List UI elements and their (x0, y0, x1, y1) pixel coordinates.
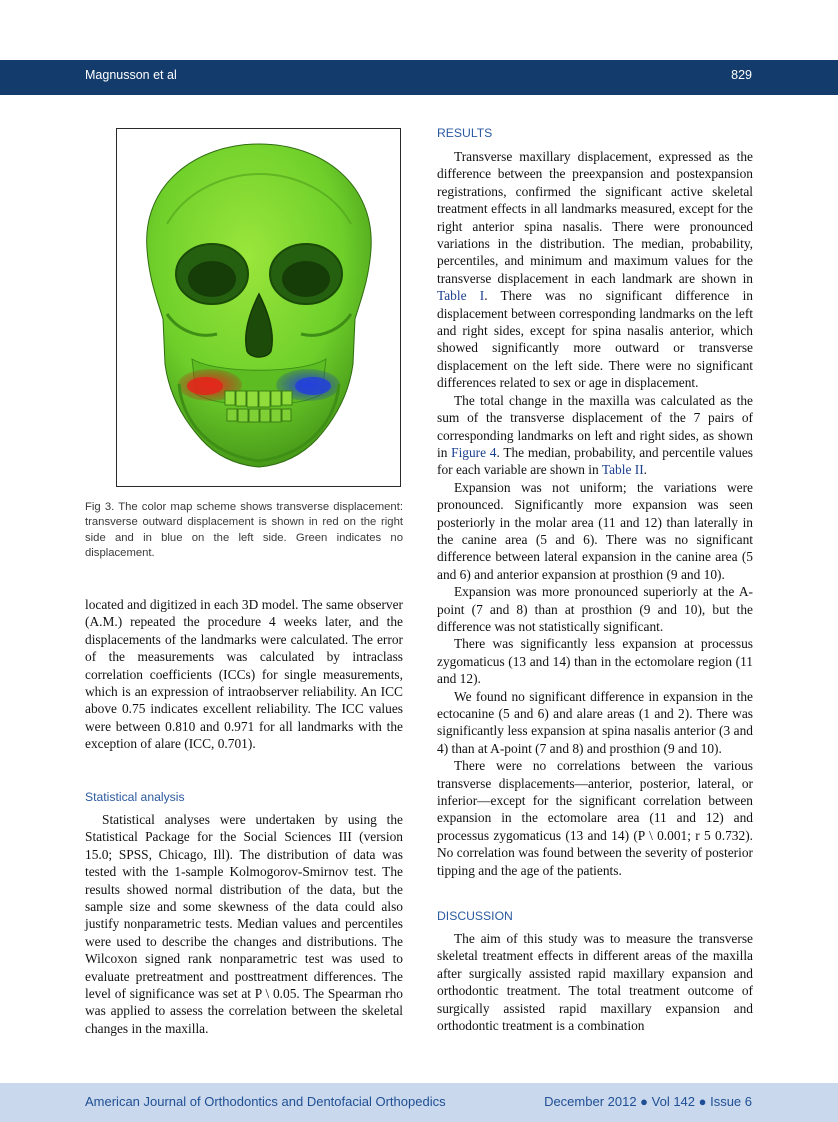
figure-4-link[interactable]: Figure 4 (451, 444, 497, 460)
results-paragraph-3: Expansion was not uniform; the variations were pronounced. Significantly more expansion was seen posteriorly in the molar area (11 and 12) than laterally in the canine area (5 and 6). There was no significant difference between lateral expansion in the canine area (5 and 6) and anterior expansion at prosthion (9 and 10). (437, 479, 753, 582)
results-paragraph-1: Transverse maxillary displacement, expressed as the difference between the preexpansion and postexpansion registrations, confirmed the significant active skeletal treatment effects in all landmarks measured, except for the right anterior spina nasalis. There were pronounced variations in the distribution. The median, probability, percentiles, and minimum and maximum values for the transverse displacement in each landmark are shown in Table I. There was no significant difference in displacement between corresponding landmarks on the left and right sides, except for spina nasalis anterior, which showed significantly more outward or transverse displacement on the left side. There were no significant differences related to sex or age in displacement. (437, 149, 753, 391)
statistical-analysis-heading: Statistical analysis (85, 790, 185, 804)
running-header-authors: Magnusson et al (85, 68, 177, 82)
discussion-text (437, 930, 753, 1034)
page-number: 829 (731, 68, 752, 82)
results-text (437, 148, 753, 879)
results-paragraph-6: We found no significant difference in expansion in the ectocanine (5 and 6) and alare areas (1 and 2). There was significantly less expansion at spina nasalis anterior (3 and 4) than at A-point (7 and 8) and prosthion (9 and 10). (437, 688, 753, 756)
table-2-link[interactable]: Table II (601, 462, 644, 478)
statistical-analysis-paragraph: Statistical analyses were undertaken by using the Statistical Package for the Social Sciences III (version 15.0; SPSS, Chicago, Ill). The distribution of data was tested with the 1-sample Kolmogorov-Smirnov test. The results showed normal distribution of the data, but the sample size and some skewness of the data could also justify nonparametric tests. Median values and percentiles were used to describe the changes and distributions. The Wilcoxon signed rank nonparametric test was used to evaluate pretreatment and posttreatment differences. The level of significance was set at P \ 0.05. The Spearman rho was applied to assess the correlation between the skeletal changes in the maxilla. (85, 812, 403, 1036)
running-header (0, 60, 838, 95)
results-paragraph-7: There were no correlations between the various transverse displacements—anterior, posterior, lateral, or inferior—except for the significant correlation between expansion in the ectomolare area (11 and 12) and processus zygomaticus (13 and 14) (P \ 0.001; r 5 0.732). No correlation was found between the severity of posterior tipping and the age of the patients. (437, 758, 753, 878)
statistical-analysis-text (85, 811, 403, 1037)
left-column-text (85, 596, 403, 753)
figure-3-caption: Fig 3. The color map scheme shows transverse displacement: transverse outward displacement is shown in red on the right side and in blue on the left side. Green indicates no displacement. (85, 501, 403, 560)
discussion-heading: DISCUSSION (437, 909, 513, 923)
lower-teeth (227, 409, 291, 422)
results-paragraph-4: Expansion was more pronounced superiorly at the A-point (7 and 8) than at prosthion (9 and 10), but the difference was not statistically significant. (437, 584, 753, 634)
figure-3-skull-color-map (116, 128, 401, 487)
skull-3d-image (117, 129, 400, 486)
journal-name: American Journal of Orthodontics and Dentofacial Orthopedics (85, 1094, 446, 1109)
results-heading: RESULTS (437, 126, 493, 140)
issue-info: December 2012 ● Vol 142 ● Issue 6 (544, 1094, 752, 1109)
table-1-link[interactable]: Table I (437, 288, 485, 304)
running-footer (0, 1083, 838, 1122)
discussion-paragraph-1: The aim of this study was to measure the transverse skeletal treatment effects in different areas of the maxilla after surgically assisted rapid maxillary expansion and orthodontic treatment. The total treatment outcome of surgically assisted rapid maxillary expansion and orthodontic treatment is a combination (437, 931, 753, 1034)
results-paragraph-2: The total change in the maxilla was calculated as the sum of the transverse displacement of the 7 pairs of corresponding landmarks on left and right sides, as shown in Figure 4. The median, probability, and percentile values for each variable are shown in Table II. (437, 392, 753, 478)
methods-paragraph-continued: located and digitized in each 3D model. The same observer (A.M.) repeated the procedure 4 weeks later, and the displacements of the landmarks were calculated. The error of the measurements was calculated by intraclass correlation coefficients (ICCs) for single measurements, which is an expression of intraobserver reliability. An ICC above 0.75 indicates excellent reliability. The ICC values were between 0.810 and 0.971 for all landmarks with the exception of alare (ICC, 0.701). (85, 597, 403, 752)
results-paragraph-5: There was significantly less expansion at processus zygomaticus (13 and 14) than in the ectomolare region (11 and 12). (437, 636, 753, 687)
